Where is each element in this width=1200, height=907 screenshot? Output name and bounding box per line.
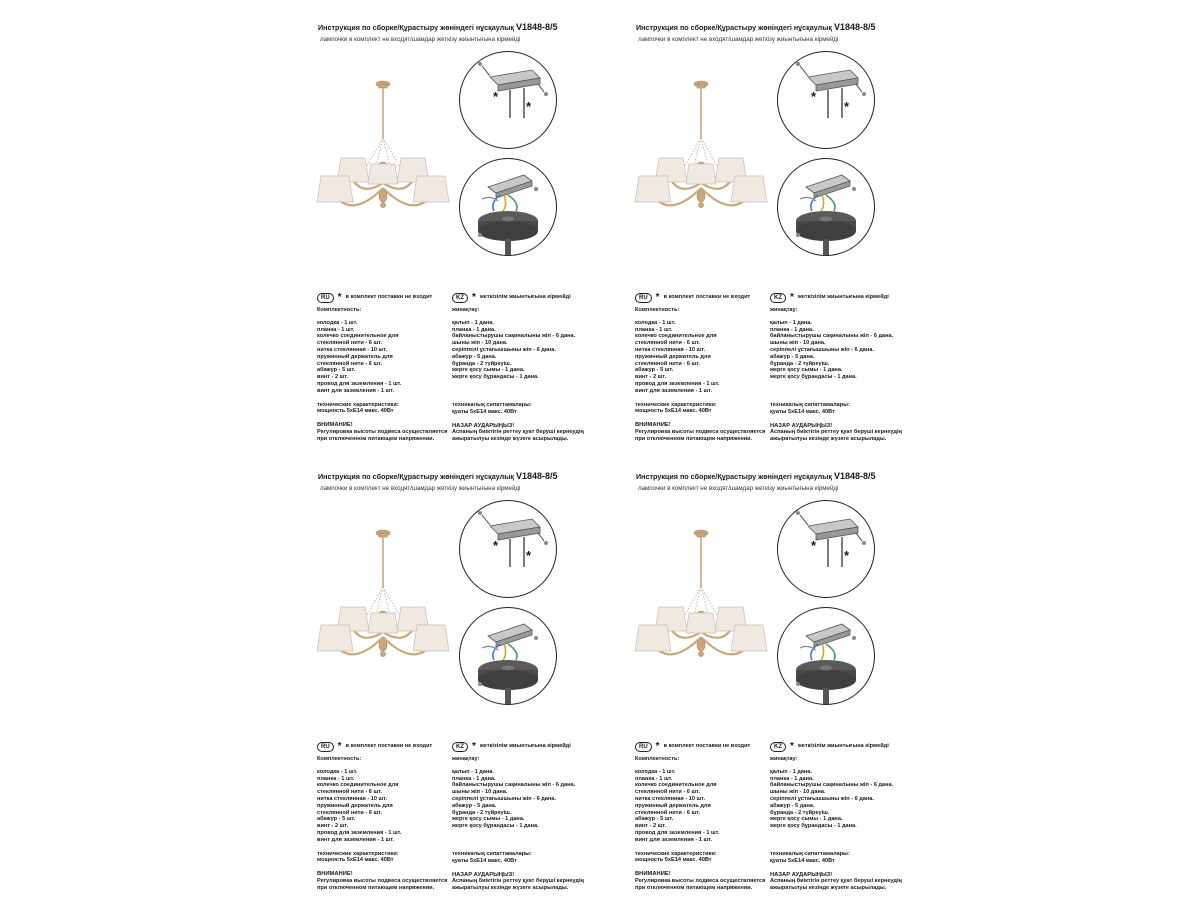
kz-warning-title: НАЗАР АУДАРЫҢЫЗ! bbox=[452, 422, 515, 429]
kz-badge: KZ bbox=[452, 293, 468, 303]
ru-item: винт для заземления - 1 шт. bbox=[317, 387, 395, 394]
title-text: Инструкция по сборке/Құрастыру жөніндегі нұсқаулық bbox=[636, 23, 832, 32]
sheet-title bbox=[636, 471, 876, 481]
kz-column bbox=[452, 741, 612, 892]
ru-kit-heading: Комплектность: bbox=[317, 756, 362, 762]
wiring-detail-circle bbox=[777, 607, 875, 705]
ru-item: абажур - 5 шт. bbox=[317, 367, 356, 374]
ru-item-list bbox=[635, 769, 770, 844]
kz-item: серіппелі ұстағышшыны жіп - 6 дана. bbox=[452, 346, 556, 353]
ru-item: провод для заземления - 1 шт. bbox=[635, 829, 720, 836]
kz-item: шыны жіп - 10 дана. bbox=[452, 789, 508, 796]
instruction-sheet bbox=[313, 467, 613, 907]
ru-item: винт - 2 шт. bbox=[317, 374, 349, 381]
ru-item: винт для заземления - 1 шт. bbox=[635, 387, 713, 394]
kz-item: жерге қосу бұрандасы - 1 дана. bbox=[452, 374, 539, 381]
ru-kit-heading: Комплектность: bbox=[635, 756, 680, 762]
ru-badge: RU bbox=[635, 293, 652, 303]
model-number: V1848-8/5 bbox=[515, 471, 558, 481]
wiring-diagram bbox=[460, 608, 556, 704]
kz-item-list bbox=[770, 320, 930, 381]
model-number: V1848-8/5 bbox=[833, 471, 876, 481]
ru-star-note: в комплект поставки не входит bbox=[345, 294, 433, 301]
kz-star-note: жеткізілім жиынтығына кірмейді bbox=[797, 294, 889, 301]
star-icon: * bbox=[790, 740, 794, 752]
kz-star-note: жеткізілім жиынтығына кірмейді bbox=[479, 294, 571, 301]
kz-item: планка - 1 дана. bbox=[770, 775, 814, 782]
title-text: Инструкция по сборке/Құрастыру жөніндегі нұсқаулық bbox=[636, 472, 832, 481]
wiring-detail-circle bbox=[777, 158, 875, 256]
kz-item-list bbox=[452, 320, 612, 381]
ru-warning-line: Регулировка высоты подвеса осуществляется bbox=[635, 877, 766, 884]
star-icon: * bbox=[655, 740, 660, 752]
kz-item: жерге қосу бұрандасы - 1 дана. bbox=[452, 823, 539, 830]
kz-item: абажур - 5 дана. bbox=[770, 802, 815, 809]
sheet-subtitle: лампочки в комплект не входят/шамдар жеткізу жиынтығына кірмейді bbox=[638, 485, 839, 492]
ru-item: планка - 1 шт. bbox=[317, 326, 355, 333]
kz-warning-line: Аспаның биіктігін реттеу қуат беруші кернеудің bbox=[452, 429, 584, 436]
ru-item: колечко соединительное для bbox=[635, 333, 717, 340]
ru-item: колечко соединительное для bbox=[317, 782, 399, 789]
ru-tech-heading: технические характеристики: bbox=[635, 401, 717, 408]
ru-item: винт - 2 шт. bbox=[635, 823, 667, 830]
kz-kit-heading: жинақтау: bbox=[452, 756, 480, 762]
ru-item: нитка стеклянная - 10 шт. bbox=[317, 346, 388, 353]
kz-column bbox=[770, 292, 930, 443]
ru-star-note: в комплект поставки не входит bbox=[345, 743, 433, 750]
star-mark-2: * bbox=[526, 548, 532, 563]
kz-item: шыны жіп - 10 дана. bbox=[770, 789, 826, 796]
star-icon: * bbox=[337, 740, 342, 752]
ru-item: колодка - 1 шт. bbox=[635, 319, 676, 326]
ru-column bbox=[317, 292, 452, 443]
ru-item: нитка стеклянная - 10 шт. bbox=[317, 795, 388, 802]
wiring-diagram bbox=[460, 159, 556, 255]
ru-item: колодка - 1 шт. bbox=[317, 768, 358, 775]
kz-warning-line: Аспаның биіктігін реттеу қуат беруші кернеудің bbox=[770, 878, 902, 885]
kz-warning-line: ажыратылуы кезінде жүзеге асырылады. bbox=[452, 885, 569, 892]
ru-item: планка - 1 шт. bbox=[317, 775, 355, 782]
ru-item: нитка стеклянная - 10 шт. bbox=[635, 795, 706, 802]
star-icon: * bbox=[337, 291, 342, 303]
ru-warning-title: ВНИМАНИЕ! bbox=[317, 871, 353, 878]
kz-item: серіппелі ұстағышшыны жіп - 6 дана. bbox=[770, 795, 874, 802]
kz-kit-heading: жинақтау: bbox=[770, 307, 798, 313]
kz-warning-line: ажыратылуы кезінде жүзеге асырылады. bbox=[452, 436, 569, 443]
mounting-bar-diagram bbox=[778, 501, 874, 597]
ru-warning-line: при отключенном питающем напряжении. bbox=[635, 884, 753, 891]
ru-column bbox=[635, 292, 770, 443]
kz-column bbox=[770, 741, 930, 892]
kz-item: байланыстырушы сақиналыны жіп - 6 дана. bbox=[770, 782, 894, 789]
ru-kit-heading: Комплектность: bbox=[635, 307, 680, 313]
kz-item-list bbox=[452, 769, 612, 830]
ru-warning-line: Регулировка высоты подвеса осуществляется bbox=[317, 428, 448, 435]
ru-item: пружинный держатель для bbox=[635, 353, 711, 360]
kz-warning-title: НАЗАР АУДАРЫҢЫЗ! bbox=[770, 422, 833, 429]
ru-item: винт для заземления - 1 шт. bbox=[317, 836, 395, 843]
kz-warning-line: ажыратылуы кезінде жүзеге асырылады. bbox=[770, 436, 887, 443]
ru-star-note: в комплект поставки не входит bbox=[663, 743, 751, 750]
ru-item: пружинный держатель для bbox=[635, 802, 711, 809]
kz-badge: KZ bbox=[452, 742, 468, 752]
kz-item: қалып - 1 дана. bbox=[770, 768, 812, 775]
ru-warning-title: ВНИМАНИЕ! bbox=[635, 871, 671, 878]
wiring-detail-circle bbox=[459, 607, 557, 705]
kz-star-note: жеткізілім жиынтығына кірмейді bbox=[479, 743, 571, 750]
star-mark-2: * bbox=[526, 99, 532, 114]
ru-item: колечко соединительное для bbox=[317, 333, 399, 340]
ru-badge: RU bbox=[317, 293, 334, 303]
mounting-bar-diagram bbox=[778, 52, 874, 148]
ru-tech-value: мощность 5хЕ14 макс. 40Вт bbox=[317, 857, 394, 864]
ru-badge: RU bbox=[635, 742, 652, 752]
instruction-sheet bbox=[313, 18, 613, 458]
ru-warning-line: Регулировка высоты подвеса осуществляется bbox=[635, 428, 766, 435]
kz-column bbox=[452, 292, 612, 443]
model-number: V1848-8/5 bbox=[833, 22, 876, 32]
chandelier-illustration bbox=[631, 78, 771, 233]
ru-item: стеклянной нити - 6 шт. bbox=[635, 809, 700, 816]
kz-item: абажур - 5 дана. bbox=[770, 353, 815, 360]
kz-item: қалып - 1 дана. bbox=[452, 319, 494, 326]
kz-badge: KZ bbox=[770, 293, 786, 303]
ru-warning-title: ВНИМАНИЕ! bbox=[635, 422, 671, 429]
kz-item: абажур - 5 дана. bbox=[452, 353, 497, 360]
kz-item: жерге қосу бұрандасы - 1 дана. bbox=[770, 374, 857, 381]
kz-item: жерге қосу сымы - 1 дана. bbox=[452, 816, 525, 823]
kz-badge: KZ bbox=[770, 742, 786, 752]
kz-item: планка - 1 дана. bbox=[452, 326, 496, 333]
ru-item: планка - 1 шт. bbox=[635, 326, 673, 333]
ru-item: стеклянной нити - 6 шт. bbox=[317, 340, 382, 347]
wiring-diagram bbox=[778, 608, 874, 704]
kz-tech-heading: техникалық сипаттамалары: bbox=[770, 850, 850, 857]
ru-tech-heading: технические характеристики: bbox=[635, 850, 717, 857]
kz-item: жерге қосу сымы - 1 дана. bbox=[770, 367, 843, 374]
kz-item: абажур - 5 дана. bbox=[452, 802, 497, 809]
sheet-subtitle: лампочки в комплект не входят/шамдар жеткізу жиынтығына кірмейді bbox=[320, 36, 521, 43]
sheet-title bbox=[636, 22, 876, 32]
ru-item: планка - 1 шт. bbox=[635, 775, 673, 782]
wiring-diagram bbox=[778, 159, 874, 255]
kz-kit-heading: жинақтау: bbox=[770, 756, 798, 762]
star-icon: * bbox=[655, 291, 660, 303]
ru-warning-line: при отключенном питающем напряжении. bbox=[317, 884, 435, 891]
chandelier-illustration bbox=[313, 78, 453, 233]
kz-tech-value: қуаты 5хЕ14 макс. 40Вт bbox=[452, 857, 517, 864]
kz-item: серіппелі ұстағышшыны жіп - 6 дана. bbox=[770, 346, 874, 353]
kz-item: бұранда - 2 түйреуіш. bbox=[770, 809, 830, 816]
instruction-sheet bbox=[631, 18, 931, 458]
model-number: V1848-8/5 bbox=[515, 22, 558, 32]
ru-item: пружинный держатель для bbox=[317, 802, 393, 809]
mounting-detail-circle bbox=[777, 51, 875, 149]
ru-item: винт - 2 шт. bbox=[317, 823, 349, 830]
ru-item: пружинный держатель для bbox=[317, 353, 393, 360]
ru-item: колодка - 1 шт. bbox=[635, 768, 676, 775]
sheet-subtitle: лампочки в комплект не входят/шамдар жеткізу жиынтығына кірмейді bbox=[638, 36, 839, 43]
kz-item: жерге қосу сымы - 1 дана. bbox=[452, 367, 525, 374]
mounting-detail-circle bbox=[777, 500, 875, 598]
kz-tech-heading: техникалық сипаттамалары: bbox=[452, 401, 532, 408]
ru-item: абажур - 5 шт. bbox=[635, 816, 674, 823]
star-mark-2: * bbox=[844, 99, 850, 114]
kz-item: бұранда - 2 түйреуіш. bbox=[452, 360, 512, 367]
star-mark-2: * bbox=[844, 548, 850, 563]
ru-badge: RU bbox=[317, 742, 334, 752]
sheet-subtitle: лампочки в комплект не входят/шамдар жеткізу жиынтығына кірмейді bbox=[320, 485, 521, 492]
kz-item: планка - 1 дана. bbox=[452, 775, 496, 782]
chandelier-illustration bbox=[631, 527, 771, 682]
kz-tech-heading: техникалық сипаттамалары: bbox=[452, 850, 532, 857]
ru-item: провод для заземления - 1 шт. bbox=[317, 380, 402, 387]
ru-item: абажур - 5 шт. bbox=[317, 816, 356, 823]
kz-item: жерге қосу сымы - 1 дана. bbox=[770, 816, 843, 823]
ru-item: нитка стеклянная - 10 шт. bbox=[635, 346, 706, 353]
ru-item: стеклянной нити - 6 шт. bbox=[635, 360, 700, 367]
kz-item: байланыстырушы сақиналыны жіп - 6 дана. bbox=[452, 333, 576, 340]
kz-item: жерге қосу бұрандасы - 1 дана. bbox=[770, 823, 857, 830]
ru-warning-line: при отключенном питающем напряжении. bbox=[635, 435, 753, 442]
kz-tech-heading: техникалық сипаттамалары: bbox=[770, 401, 850, 408]
star-icon: * bbox=[472, 291, 476, 303]
ru-tech-heading: технические характеристики: bbox=[317, 850, 399, 857]
ru-kit-heading: Комплектность: bbox=[317, 307, 362, 313]
ru-item: стеклянной нити - 6 шт. bbox=[635, 789, 700, 796]
instruction-sheet bbox=[631, 467, 931, 907]
kz-item: шыны жіп - 10 дана. bbox=[770, 340, 826, 347]
wiring-detail-circle bbox=[459, 158, 557, 256]
ru-tech-value: мощность 5хЕ14 макс. 40Вт bbox=[317, 408, 394, 415]
kz-warning-title: НАЗАР АУДАРЫҢЫЗ! bbox=[452, 871, 515, 878]
ru-item: абажур - 5 шт. bbox=[635, 367, 674, 374]
ru-item: колечко соединительное для bbox=[635, 782, 717, 789]
ru-item-list bbox=[635, 320, 770, 395]
kz-item: байланыстырушы сақиналыны жіп - 6 дана. bbox=[770, 333, 894, 340]
star-mark-1: * bbox=[493, 538, 499, 553]
kz-warning-line: ажыратылуы кезінде жүзеге асырылады. bbox=[770, 885, 887, 892]
ru-item: стеклянной нити - 6 шт. bbox=[317, 360, 382, 367]
ru-column bbox=[317, 741, 452, 892]
ru-tech-heading: технические характеристики: bbox=[317, 401, 399, 408]
ru-item: стеклянной нити - 6 шт. bbox=[317, 789, 382, 796]
mounting-detail-circle bbox=[459, 500, 557, 598]
kz-item: шыны жіп - 10 дана. bbox=[452, 340, 508, 347]
kz-item: планка - 1 дана. bbox=[770, 326, 814, 333]
kz-item-list bbox=[770, 769, 930, 830]
kz-warning-line: Аспаның биіктігін реттеу қуат беруші кернеудің bbox=[452, 878, 584, 885]
ru-tech-value: мощность 5хЕ14 макс. 40Вт bbox=[635, 408, 712, 415]
sheet-title bbox=[318, 471, 558, 481]
ru-warning-line: при отключенном питающем напряжении. bbox=[317, 435, 435, 442]
ru-star-note: в комплект поставки не входит bbox=[663, 294, 751, 301]
star-mark-1: * bbox=[811, 89, 817, 104]
ru-item: провод для заземления - 1 шт. bbox=[317, 829, 402, 836]
chandelier-illustration bbox=[313, 527, 453, 682]
kz-item: қалып - 1 дана. bbox=[770, 319, 812, 326]
ru-item-list bbox=[317, 769, 452, 844]
kz-tech-value: қуаты 5хЕ14 макс. 40Вт bbox=[770, 408, 835, 415]
kz-item: байланыстырушы сақиналыны жіп - 6 дана. bbox=[452, 782, 576, 789]
ru-tech-value: мощность 5хЕ14 макс. 40Вт bbox=[635, 857, 712, 864]
kz-tech-value: қуаты 5хЕ14 макс. 40Вт bbox=[452, 408, 517, 415]
ru-item: провод для заземления - 1 шт. bbox=[635, 380, 720, 387]
ru-warning-title: ВНИМАНИЕ! bbox=[317, 422, 353, 429]
sheet-title bbox=[318, 22, 558, 32]
ru-warning-line: Регулировка высоты подвеса осуществляется bbox=[317, 877, 448, 884]
ru-item: колодка - 1 шт. bbox=[317, 319, 358, 326]
kz-tech-value: қуаты 5хЕ14 макс. 40Вт bbox=[770, 857, 835, 864]
kz-item: бұранда - 2 түйреуіш. bbox=[770, 360, 830, 367]
title-text: Инструкция по сборке/Құрастыру жөніндегі нұсқаулық bbox=[318, 23, 514, 32]
ru-item: стеклянной нити - 6 шт. bbox=[635, 340, 700, 347]
kz-item: қалып - 1 дана. bbox=[452, 768, 494, 775]
kz-star-note: жеткізілім жиынтығына кірмейді bbox=[797, 743, 889, 750]
mounting-bar-diagram bbox=[460, 52, 556, 148]
ru-item: винт - 2 шт. bbox=[635, 374, 667, 381]
kz-item: бұранда - 2 түйреуіш. bbox=[452, 809, 512, 816]
star-mark-1: * bbox=[493, 89, 499, 104]
ru-item: стеклянной нити - 6 шт. bbox=[317, 809, 382, 816]
ru-item-list bbox=[317, 320, 452, 395]
kz-warning-line: Аспаның биіктігін реттеу қуат беруші кернеудің bbox=[770, 429, 902, 436]
kz-item: серіппелі ұстағышшыны жіп - 6 дана. bbox=[452, 795, 556, 802]
title-text: Инструкция по сборке/Құрастыру жөніндегі нұсқаулық bbox=[318, 472, 514, 481]
ru-column bbox=[635, 741, 770, 892]
star-mark-1: * bbox=[811, 538, 817, 553]
kz-warning-title: НАЗАР АУДАРЫҢЫЗ! bbox=[770, 871, 833, 878]
star-icon: * bbox=[790, 291, 794, 303]
star-icon: * bbox=[472, 740, 476, 752]
ru-item: винт для заземления - 1 шт. bbox=[635, 836, 713, 843]
mounting-detail-circle bbox=[459, 51, 557, 149]
mounting-bar-diagram bbox=[460, 501, 556, 597]
kz-kit-heading: жинақтау: bbox=[452, 307, 480, 313]
